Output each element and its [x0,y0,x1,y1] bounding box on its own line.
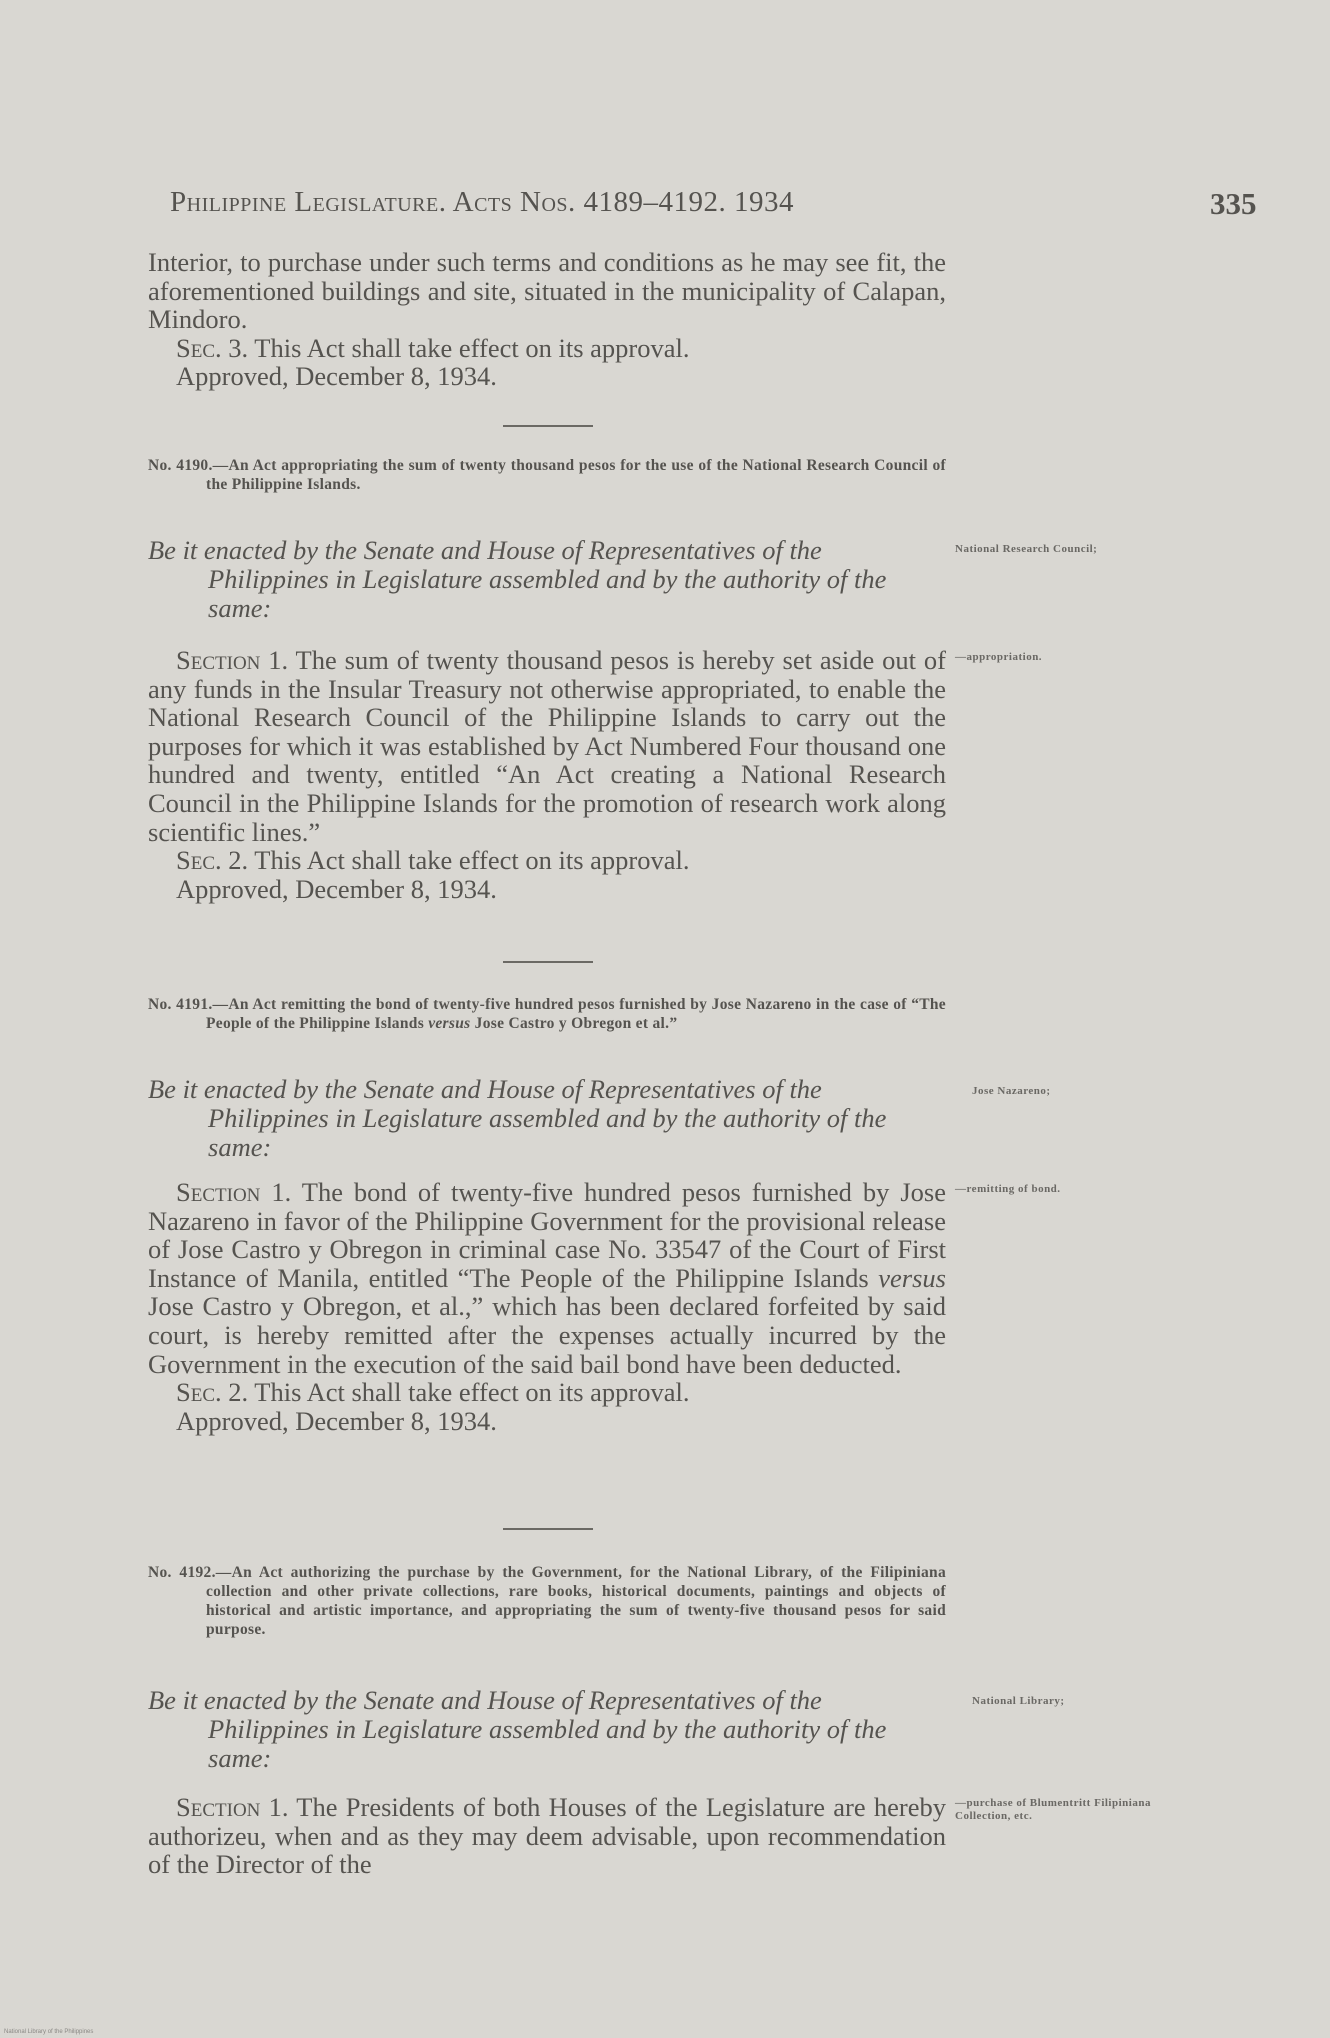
footer-credit: National Library of the Philippines [4,2029,94,2035]
section-label: Sec. 2. [176,1377,249,1408]
act-4191-title-block [148,995,946,1033]
title-part: Jose Castro y Obregon et al.” [470,1015,678,1032]
act-4191-margin-note-1: Jose Nazareno; [972,1085,1051,1097]
act-4190-approved: Approved, December 8, 1934. [176,873,497,904]
act-4192-sec1 [148,1793,946,1879]
separator-rule [503,961,593,963]
act-4191-sec2 [148,1378,946,1407]
separator-rule [503,425,593,427]
act-4190-margin-note-1: National Research Council; [955,543,1098,555]
act-4191-enacting-clause: Be it enacted by the Senate and House of Representatives of the Philippines in Legislature assembled and by the authority of the same: [148,1074,887,1162]
section-label: Section 1. [176,645,289,675]
act-4192-margin-note-1: National Library; [972,1695,1065,1707]
act-4192-body [148,1793,946,1879]
section-text: The Presidents of both Houses of the Legislature are hereby authorizeu, when and as they may deem advisable, upon recommendation of the Director of the [148,1792,946,1880]
act-4191-approved: Approved, December 8, 1934. [176,1405,497,1436]
act-4189-paragraph: Interior, to purchase under such terms and conditions as he may see fit, the aforementioned buildings and site, situated in the municipality of Calapan, Mindoro. [148,247,946,335]
act-4190-title: No. 4190.—An Act appropriating the sum of twenty thousand pesos for the use of the National Research Council of the Philippine Islands. [148,457,946,493]
act-4191-enacting-block [148,1075,946,1162]
act-4189-sec3 [148,334,946,363]
act-4189-tail [148,248,946,391]
act-4191-title [148,995,946,1033]
act-4192-title-block [148,1563,946,1639]
page-number: 335 [1210,186,1257,221]
act-4192-enacting-block [148,1686,946,1773]
act-4190-sec1 [148,646,946,846]
act-4189-approved: Approved, December 8, 1934. [176,361,497,392]
title-part: No. 4191.—An Act remitting the bond of twenty-five hundred pesos furnished by Jose Nazareno in the case of “The People of the Philippine Islands [148,996,946,1032]
section-text: Jose Castro y Obregon, et al.,” which has been declared forfeited by said court, is hereby remitted after the expenses actually incurred by the Government in the execution of the said bail bond have been deducted. [148,1291,946,1379]
section-text: The sum of twenty thousand pesos is hereby set aside out of any funds in the Insular Treasury not otherwise appropriated, to enable the National Research Council of the Philippine Islands to carry out the purposes for which it was established by Act Numbered Four thousand one hundred and twenty, entitled “An Act creating a National Research Council in the Philippine Islands for the promotion of research work along scientific lines.” [148,645,946,847]
act-4190-enacting-clause: Be it enacted by the Senate and House of Representatives of the Philippines in Legislature assembled and by the authority of the same: [148,535,887,623]
section-text: This Act shall take effect on its approval. [248,845,690,876]
act-4191-body [148,1178,946,1435]
separator-rule [503,1528,593,1530]
section-label: Section 1. [176,1177,292,1207]
act-4190-title-block [148,456,946,494]
section-label: Sec. 3. [176,332,249,363]
act-4192-enacting-clause: Be it enacted by the Senate and House of Representatives of the Philippines in Legislature assembled and by the authority of the same: [148,1685,887,1773]
section-text: The bond of twenty-five hundred pesos furnished by Jose Nazareno in favor of the Philippine Government for the provisional release of Jose Castro y Obregon in criminal case No. 33547 of the Court of First Instance of Manila, entitled “The People of the Philippine Islands [148,1177,946,1293]
section-text: This Act shall take effect on its approval. [248,332,690,363]
act-4191-sec1 [148,1178,946,1378]
act-4190-sec2 [148,846,946,875]
act-4191-margin-note-2: —remitting of bond. [955,1183,1061,1195]
title-versus: versus [428,1015,471,1032]
act-4190-enacting-block [148,536,946,623]
act-4190-body [148,646,946,903]
section-label: Section 1. [176,1792,289,1822]
section-text: This Act shall take effect on its approval. [248,1377,690,1408]
section-label: Sec. 2. [176,845,249,876]
running-header: Philippine Legislature. Acts Nos. 4189–4192. 1934 [170,186,795,218]
section-versus: versus [878,1262,946,1293]
act-4190-margin-note-2: —appropriation. [955,651,1043,663]
act-4192-margin-note-2: —purchase of Blumentritt Filipiniana Collection, etc. [955,1797,1151,1822]
act-4192-title: No. 4192.—An Act authorizing the purchase by the Government, for the National Library, of the Filipiniana collection and other private collections, rare books, historical documents, paintings and objects of historical and artistic importance, and appropriating the sum of twenty-five thousand pesos for said purpose. [148,1564,946,1638]
